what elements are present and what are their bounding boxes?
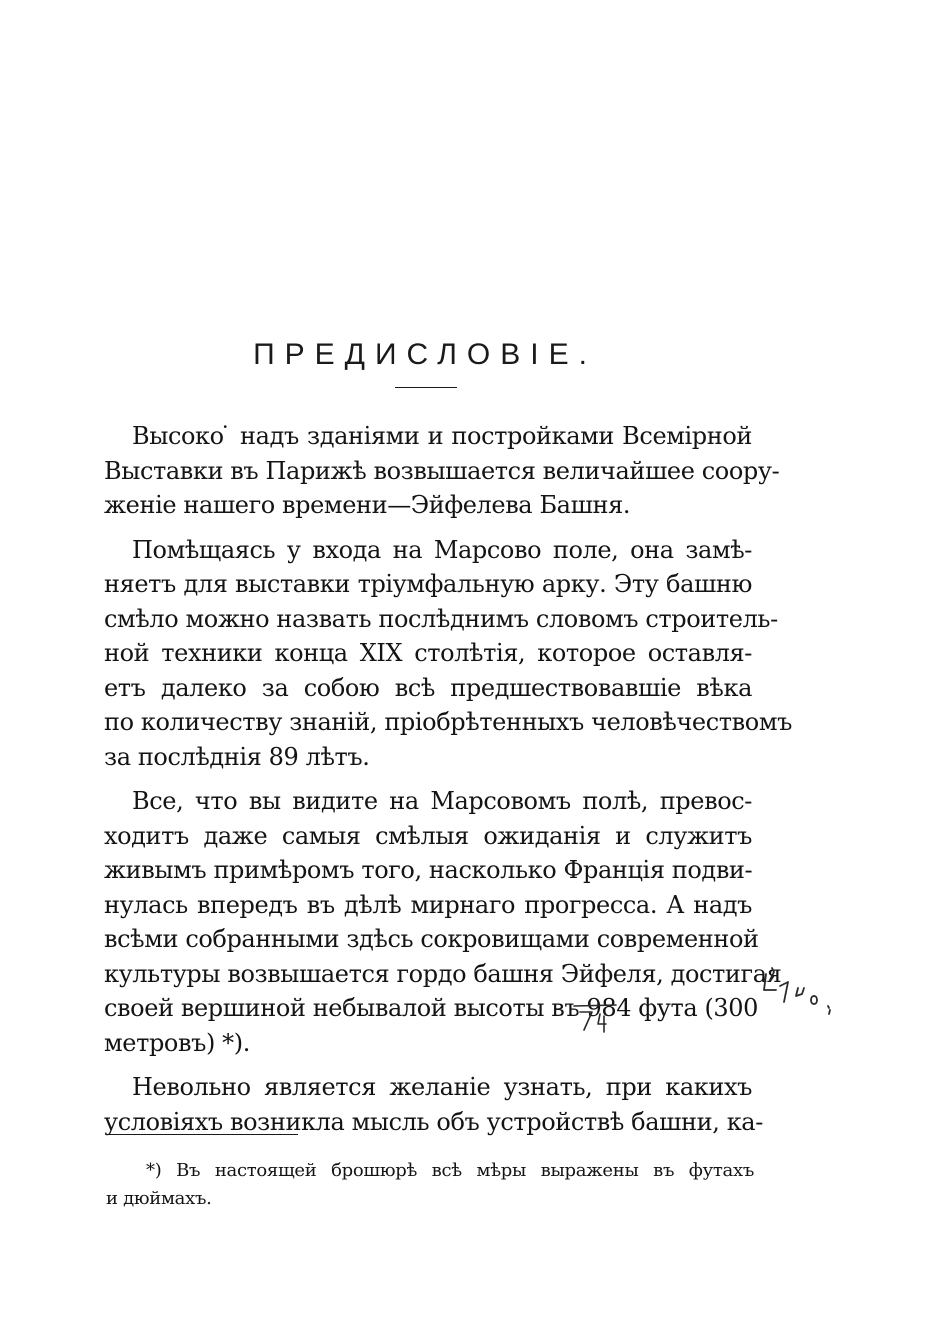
text-line: Помѣщаясь у входа на Марсово поле, она замѣ- — [132, 535, 752, 564]
footnote-divider — [106, 1134, 298, 1135]
page-title: ПРЕДИСЛОВІЕ. — [253, 338, 597, 372]
text-line: по количеству знаній, пріобрѣтенныхъ человѣчествомъ — [104, 708, 792, 736]
footnote-line: и дюймахъ. — [106, 1188, 212, 1209]
text-line: смѣло можно назвать послѣднимъ словомъ строитель- — [104, 604, 778, 633]
text-line: культуры возвышается гордо башня Эйфеля, достигая — [104, 959, 782, 988]
body-text — [104, 419, 792, 1139]
text-line: ходитъ даже самыя смѣлыя ожиданія и служитъ — [104, 821, 752, 850]
footnote — [106, 1157, 754, 1213]
text-line: за послѣднія 89 лѣтъ. — [104, 742, 370, 771]
text-line: условіяхъ возникла мысль объ устройствѣ башни, ка- — [104, 1107, 763, 1136]
text-line: своей вершиной небывалой высоты въ 984 фута (300 — [104, 994, 759, 1022]
text-line: ной техники конца XIX столѣтія, которое оставля- — [104, 639, 752, 667]
text-line: няетъ для выставки тріумфальную арку. Эту башню — [104, 570, 752, 598]
text-line: Невольно является желаніе узнать, при какихъ — [132, 1073, 752, 1101]
title-divider — [395, 387, 457, 388]
text-line: нулась впередъ въ дѣлѣ мирнаго прогресса. А надъ — [104, 890, 752, 919]
footnote-line: *) Въ настоящей брошюрѣ всѣ мѣры выражены въ футахъ — [146, 1160, 754, 1181]
text-line: Выставки въ Парижѣ возвышается величайшее соору- — [104, 456, 780, 485]
text-line: женіе нашего времени—Эйфелева Башня. — [104, 491, 631, 519]
text-line: живымъ примѣромъ того, насколько Франція подви- — [104, 856, 753, 884]
text-line: Высоко ̇ надъ зданіями и постройками Всемірной — [132, 422, 752, 450]
text-line: всѣми собранными здѣсь сокровищами современной — [104, 925, 759, 953]
text-line: етъ далеко за собою всѣ предшествовавшіе вѣка — [104, 673, 752, 702]
text-line: метровъ) *). — [104, 1028, 250, 1057]
text-line: Все, что вы видите на Марсовомъ полѣ, превос- — [132, 787, 752, 815]
